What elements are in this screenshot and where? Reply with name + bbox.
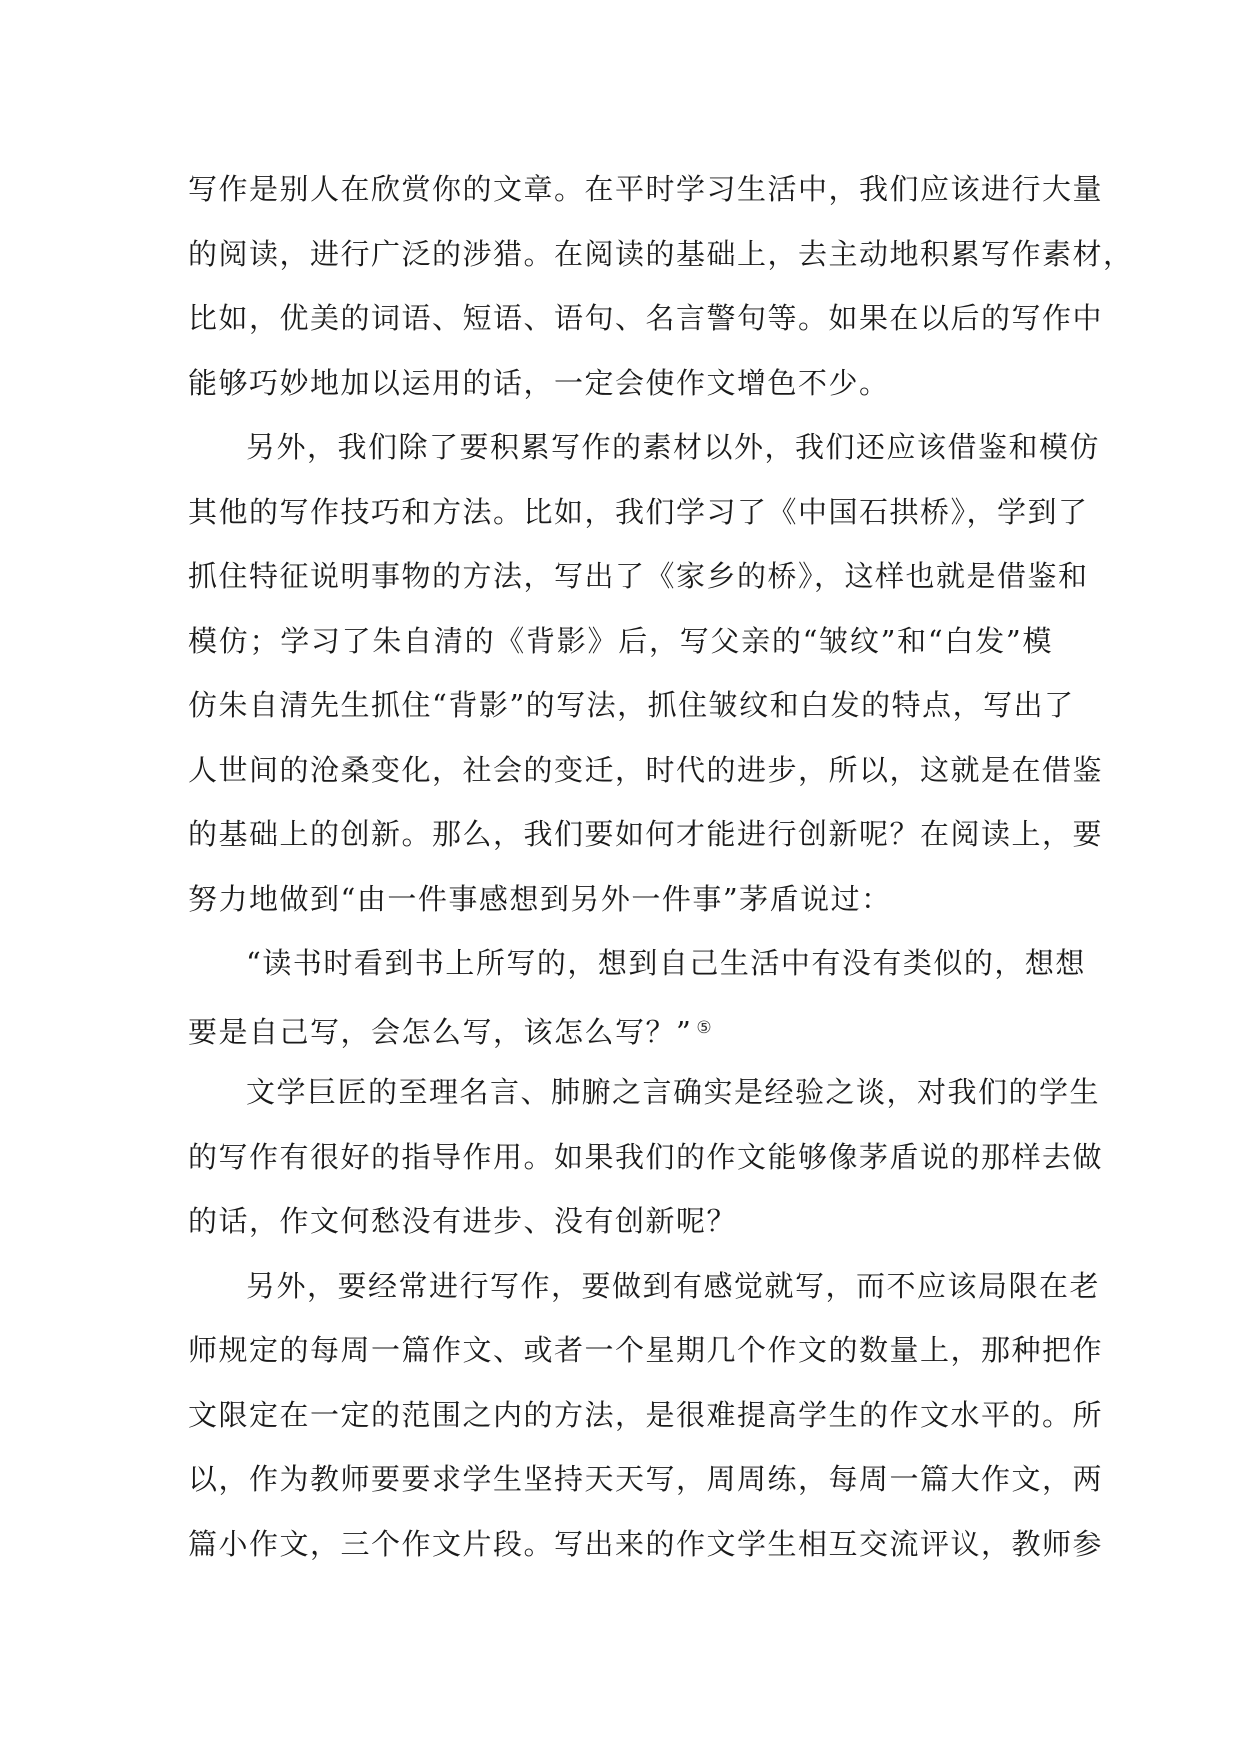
text-line: 比如，优美的词语、短语、语句、名言警句等。如果在以后的写作中 [188, 301, 1104, 335]
footnote-reference: ⑤ [696, 1017, 712, 1038]
paragraph-first-line: 另外，要经常进行写作，要做到有感觉就写，而不应该局限在老 [246, 1268, 1101, 1303]
text-line: 篇小作文，三个作文片段。写出来的作文学生相互交流评议，教师参 [188, 1526, 1104, 1561]
text-line: 的基础上的创新。那么，我们要如何才能进行创新呢？在阅读上，要 [188, 817, 1104, 851]
body-text [188, 157, 1134, 1576]
text-line: 模仿；学习了朱自清的《背影》后，写父亲的“皱纹”和“白发”模 [188, 623, 1053, 658]
text-line: 努力地做到“由一件事感想到另外一件事”茅盾说过： [188, 881, 892, 916]
quote-line [188, 996, 1053, 1061]
text-line: 文限定在一定的范围之内的方法，是很难提高学生的作文水平的。所 [188, 1397, 1104, 1432]
text-line: 以，作为教师要要求学生坚持天天写，周周练，每周一篇大作文，两 [188, 1462, 1104, 1496]
quote-first-line: “读书时看到书上所写的，想到自己生活中有没有类似的，想想 [246, 946, 1086, 980]
paragraph-first-line: 另外，我们除了要积累写作的素材以外，我们还应该借鉴和模仿 [246, 430, 1101, 464]
text-line: 的写作有很好的指导作用。如果我们的作文能够像茅盾说的那样去做 [188, 1139, 1104, 1174]
paragraph-first-line: 文学巨匠的至理名言、肺腑之言确实是经验之谈，对我们的学生 [246, 1075, 1101, 1109]
text-line: 的阅读，进行广泛的涉猎。在阅读的基础上，去主动地积累写作素材， [188, 236, 1134, 271]
text-line: 其他的写作技巧和方法。比如，我们学习了《中国石拱桥》，学到了 [188, 494, 1089, 529]
text-line: 抓住特征说明事物的方法，写出了《家乡的桥》，这样也就是借鉴和 [188, 559, 1089, 593]
text-line: 的话，作文何愁没有进步、没有创新呢？ [188, 1204, 738, 1238]
text-line: 能够巧妙地加以运用的话，一定会使作文增色不少。 [188, 365, 890, 400]
quote-text: 要是自己写，会怎么写，该怎么写？” [188, 1014, 693, 1049]
text-line: 仿朱自清先生抓住“背影”的写法，抓住皱纹和白发的特点，写出了 [188, 688, 1075, 722]
text-line: 人世间的沧桑变化，社会的变迁，时代的进步，所以，这就是在借鉴 [188, 752, 1104, 787]
text-line: 写作是别人在欣赏你的文章。在平时学习生活中，我们应该进行大量 [188, 172, 1104, 206]
text-line: 师规定的每周一篇作文、或者一个星期几个作文的数量上，那种把作 [188, 1333, 1104, 1367]
